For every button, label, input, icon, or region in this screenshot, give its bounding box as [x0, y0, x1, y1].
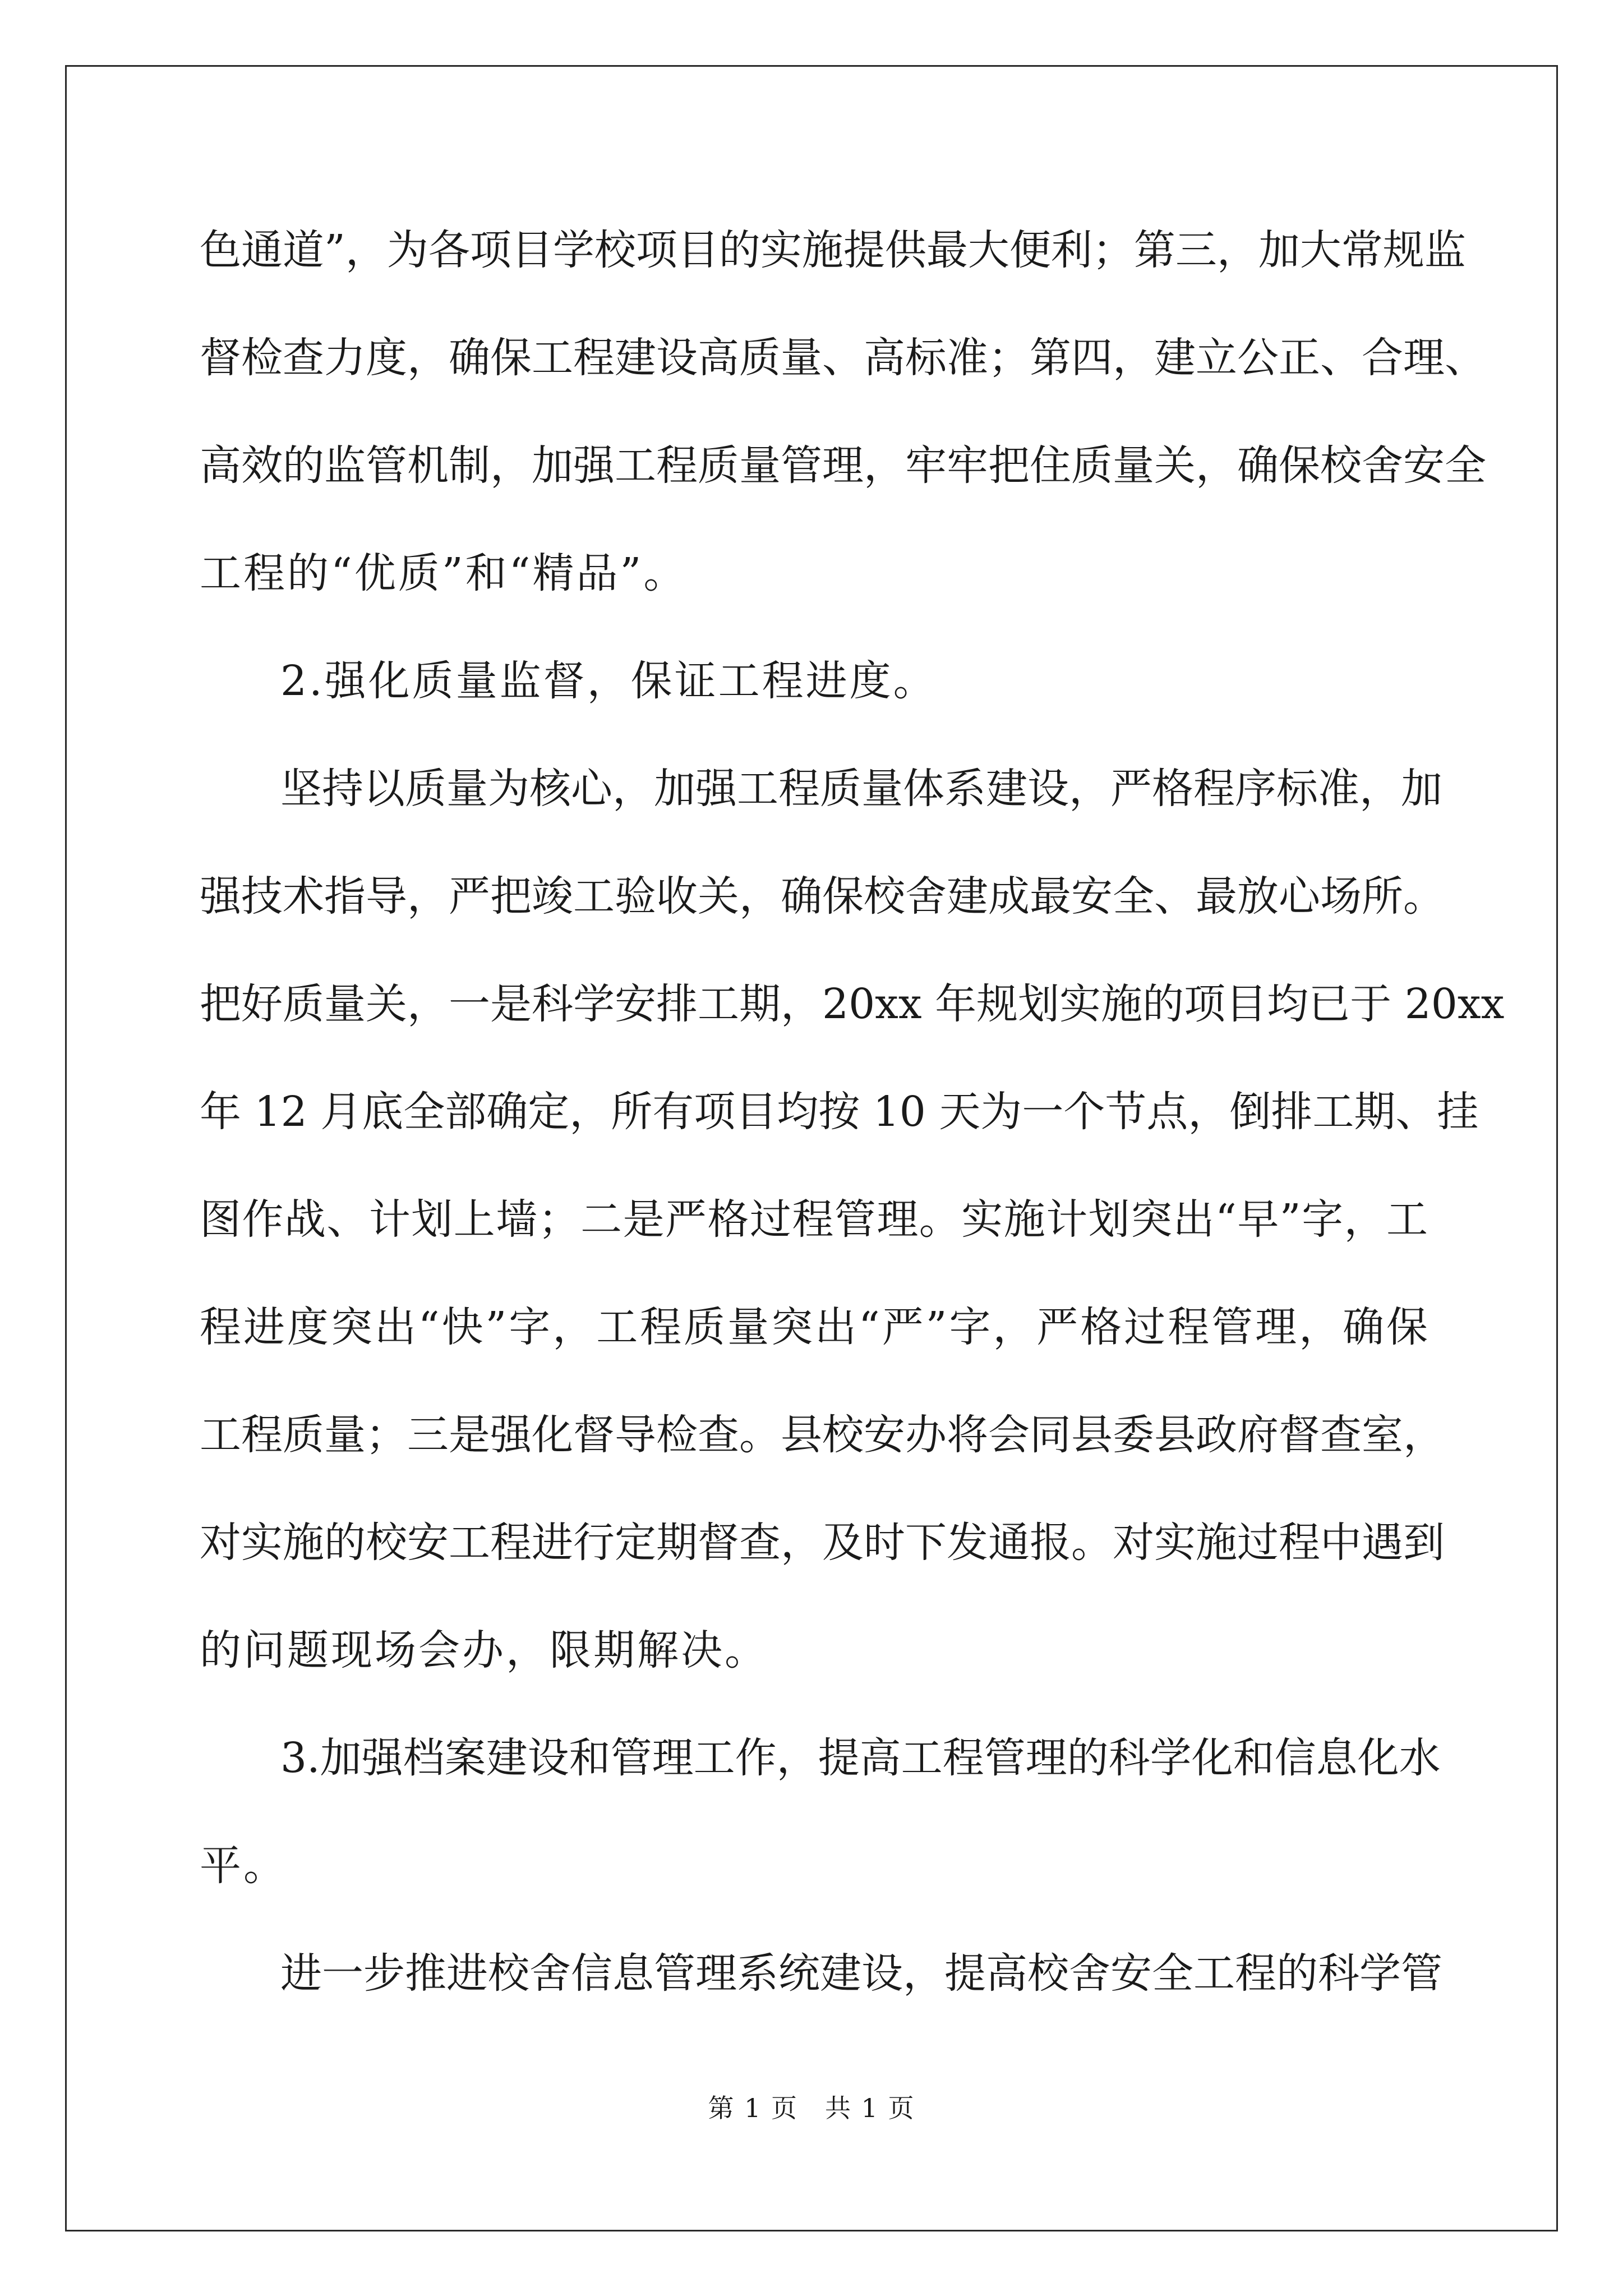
text-line: 高效的监管机制，加强工程质量管理，牢牢把住质量关，确保校舍安全 — [200, 441, 1486, 490]
section-heading: 2.强化质量监督，保证工程进度。 — [280, 657, 937, 705]
page-number: 第 1 页 — [708, 2093, 798, 2123]
text-line: 的问题现场会办，限期解决。 — [200, 1626, 768, 1674]
text-line: 平。 — [200, 1842, 287, 1890]
text-line: 督检查力度，确保工程建设高质量、高标准；第四，建立公正、合理、 — [200, 334, 1486, 382]
text-line: 程进度突出“快”字，工程质量突出“严”字，严格过程管理，确保 — [200, 1303, 1428, 1351]
section-heading: 3.加强档案建设和管理工作，提高工程管理的科学化和信息化水 — [280, 1734, 1441, 1782]
text-line: 工程质量；三是强化督导检查。县校安办将会同县委县政府督查室， — [200, 1411, 1445, 1459]
text-line: 图作战、计划上墙；二是严格过程管理。实施计划突出“早”字，工 — [200, 1195, 1428, 1244]
text-line: 工程的“优质”和“精品”。 — [200, 549, 688, 597]
page-total: 共 1 页 — [825, 2093, 915, 2123]
text-line: 色通道”，为各项目学校项目的实施提供最大便利；第三，加大常规监 — [200, 226, 1466, 274]
text-line: 坚持以质量为核心，加强工程质量体系建设，严格程序标准，加 — [280, 765, 1442, 813]
text-line: 进一步推进校舍信息管理系统建设，提高校舍安全工程的科学管 — [280, 1949, 1442, 1998]
text-line: 年 12 月底全部确定，所有项目均按 10 天为一个节点，倒排工期、挂 — [200, 1088, 1479, 1136]
page-footer — [0, 2091, 1623, 2125]
text-line: 强技术指导，严把竣工验收关，确保校舍建成最安全、最放心场所。 — [200, 872, 1445, 921]
text-line: 对实施的校安工程进行定期督查，及时下发通报。对实施过程中遇到 — [200, 1519, 1445, 1567]
text-line: 把好质量关，一是科学安排工期，20xx 年规划实施的项目均已于 20xx — [200, 980, 1505, 1028]
page-border — [65, 65, 1558, 2231]
